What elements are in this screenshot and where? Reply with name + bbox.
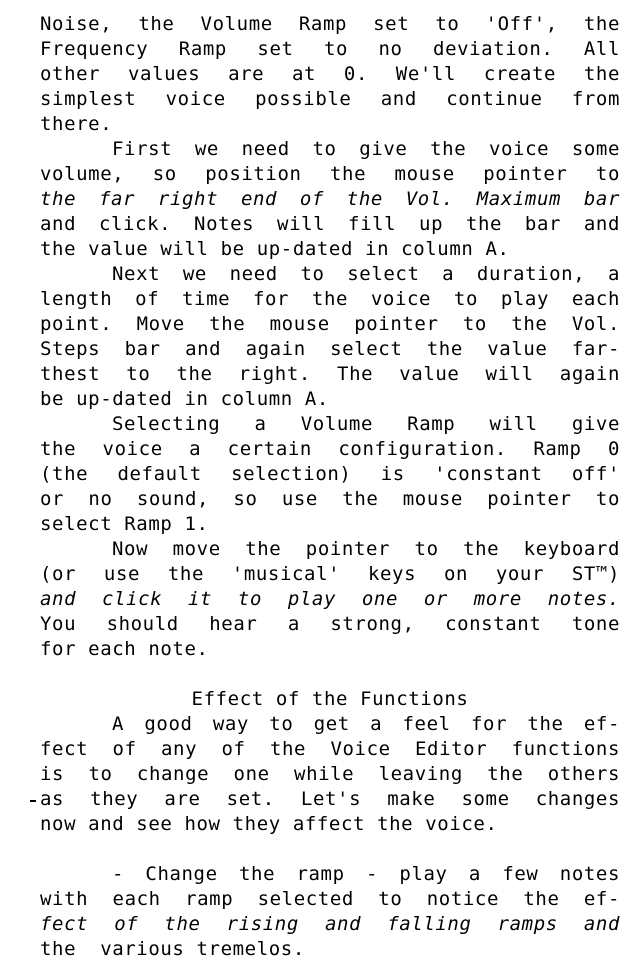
text-line: now and see how they affect the voice. — [40, 813, 498, 835]
text-line: (the default selection) is 'constant off' — [40, 463, 620, 485]
text-line: volume, so position the mouse pointer to — [40, 163, 620, 185]
text-line: A good way to get a feel for the ef- — [112, 713, 620, 735]
text-line: as they are set. Let's make some changes — [40, 788, 620, 810]
text-line: the far right end of the Vol. Maximum bar — [40, 188, 620, 210]
text-line: the various tremelos. — [40, 938, 305, 960]
text-line: be up-dated in column A. — [40, 388, 329, 410]
text-line: there. — [40, 113, 113, 135]
text-line: the value will be up-dated in column A. — [40, 238, 510, 260]
text-line: You should hear a strong, constant tone — [40, 613, 620, 635]
text-line: First we need to give the voice some — [112, 138, 620, 160]
text-line: point. Move the mouse pointer to the Vol. — [40, 313, 620, 335]
text-line: select Ramp 1. — [40, 513, 209, 535]
text-line: fect of the rising and falling ramps and — [40, 913, 620, 935]
text-line: the voice a certain configuration. Ramp 0 — [40, 438, 620, 460]
text-line: thest to the right. The value will again — [40, 363, 620, 385]
text-line: and click it to play one or more notes. — [40, 588, 620, 610]
text-line: other values are at 0. We'll create the — [40, 63, 620, 85]
text-line: length of time for the voice to play each — [40, 288, 620, 310]
section-heading: Effect of the Functions — [191, 688, 469, 710]
text-line: Next we need to select a duration, a — [112, 263, 620, 285]
text-line: and click. Notes will fill up the bar and — [40, 213, 620, 235]
text-line: with each ramp selected to notice the ef- — [40, 888, 620, 910]
text-line: Noise, the Volume Ramp set to 'Off', the — [40, 13, 620, 35]
text-line: is to change one while leaving the others — [40, 763, 620, 785]
text-line: Now move the pointer to the keyboard — [112, 538, 620, 560]
text-line: Frequency Ramp set to no deviation. All — [40, 38, 620, 60]
text-line: - Change the ramp - play a few notes — [112, 863, 620, 885]
text-line: or no sound, so use the mouse pointer to — [40, 488, 620, 510]
text-line: for each note. — [40, 638, 209, 660]
text-line: simplest voice possible and continue from — [40, 88, 620, 110]
text-line: Steps bar and again select the value far- — [40, 338, 620, 360]
text-line: Selecting a Volume Ramp will give — [112, 413, 620, 435]
text-line: (or use the 'musical' keys on your ST™) — [40, 563, 620, 585]
text-line: fect of any of the Voice Editor functions — [40, 738, 620, 760]
margin-tick — [30, 800, 36, 802]
